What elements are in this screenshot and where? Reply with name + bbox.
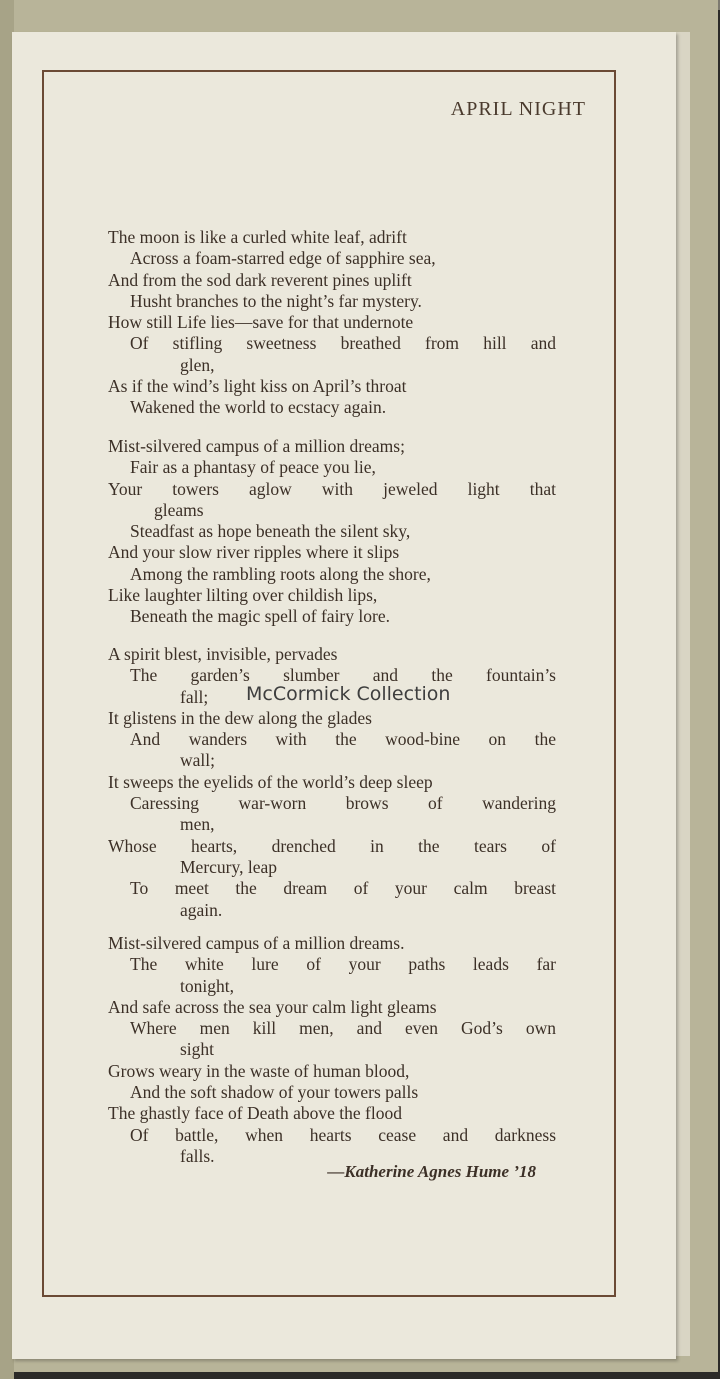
author-signature: —Katherine Agnes Hume ’18	[327, 1162, 536, 1181]
poem-line: It sweeps the eyelids of the world’s deep sleep	[108, 771, 433, 792]
poem-line: To meet the dream of your calm breast	[130, 878, 556, 899]
collection-watermark: McCormick Collection	[246, 683, 451, 705]
poem-line: Husht branches to the night’s far mystery.	[130, 290, 422, 311]
poem-line: The white lure of your paths leads far	[130, 954, 556, 975]
poem-line: fall;	[180, 686, 209, 707]
poem-line: again.	[180, 899, 223, 920]
poem-line: The moon is like a curled white leaf, adrift	[108, 227, 407, 247]
poem-line: glen,	[180, 354, 215, 375]
poem-line: The ghastly face of Death above the flood	[108, 1103, 402, 1124]
poem-line: A spirit blest, invisible, pervades	[108, 644, 338, 664]
poem-line: sight	[180, 1039, 215, 1060]
poem-line: Among the rambling roots along the shore,	[130, 563, 431, 584]
poem-line: Wakened the world to ecstacy again.	[130, 397, 387, 418]
poem-line: Whose hearts, drenched in the tears of	[108, 835, 556, 856]
poem-line: Fair as a phantasy of peace you lie,	[130, 457, 376, 478]
poem-line: And the soft shadow of your towers palls	[130, 1082, 419, 1103]
poem-line: Your towers aglow with jeweled light that	[108, 478, 556, 499]
poem-line: Beneath the magic spell of fairy lore.	[130, 606, 390, 627]
poem-line: As if the wind’s light kiss on April’s throat	[108, 376, 407, 397]
poem-line: gleams	[154, 499, 204, 520]
poem-line: Mercury, leap	[180, 856, 278, 877]
poem-line: Grows weary in the waste of human blood,	[108, 1060, 410, 1081]
stanza-2	[108, 436, 556, 628]
stanza-1	[108, 227, 556, 419]
poem-line: Steadfast as hope beneath the silent sky,	[130, 521, 411, 542]
poem-line: Of battle, when hearts cease and darkness	[130, 1124, 556, 1145]
poem-line: Of stifling sweetness breathed from hill and	[130, 333, 556, 354]
poem-line: How still Life lies—save for that undernote	[108, 312, 414, 333]
poem-line: men,	[180, 814, 215, 835]
poem-line: It glistens in the dew along the glades	[108, 707, 372, 728]
poem-line: And wanders with the wood-bine on the	[130, 729, 556, 750]
poem-line: Mist-silvered campus of a million dreams.	[108, 933, 405, 953]
poem-line: And from the sod dark reverent pines uplift	[108, 269, 412, 290]
poem-title: APRIL NIGHT	[450, 98, 586, 120]
poem-line: Mist-silvered campus of a million dreams;	[108, 436, 405, 456]
page-edge-strip	[676, 32, 690, 1356]
stanza-4	[108, 933, 556, 1167]
poem-line: And safe across the sea your calm light gleams	[108, 996, 437, 1017]
poem-line: And your slow river ripples where it slips	[108, 542, 400, 563]
poem-line: Caressing war-worn brows of wandering	[130, 793, 556, 814]
poem-line: tonight,	[180, 975, 234, 996]
poem-line: The garden’s slumber and the fountain’s	[130, 665, 556, 686]
poem-line: Across a foam-starred edge of sapphire sea,	[130, 248, 436, 269]
poem-line: wall;	[180, 750, 215, 771]
poem-line: falls.	[180, 1145, 215, 1166]
poem-line: Where men kill men, and even God’s own	[130, 1018, 556, 1039]
poem-line: Like laughter lilting over childish lips,	[108, 585, 378, 606]
